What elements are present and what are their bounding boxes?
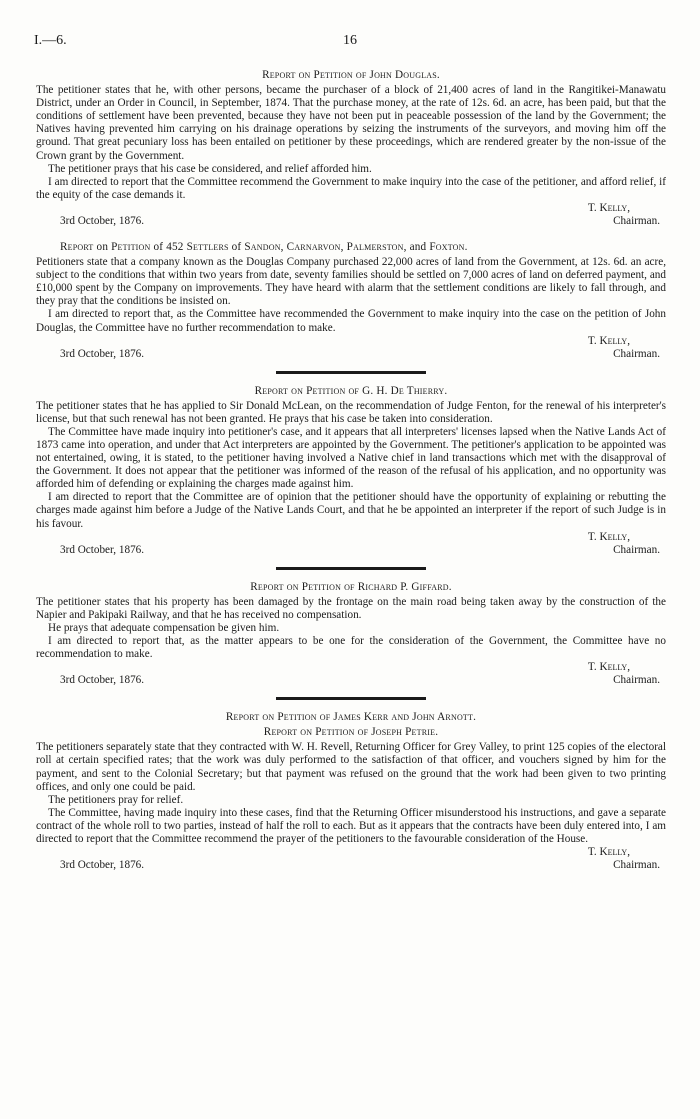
report-paragraph: The petitioners separately state that they contracted with W. H. Revell, Returning Officer for Grey Valley, to print 125 copies of the electoral roll at certain specified rates; that the work was duly performed to the satisfaction of that officer, and vouchers signed by him for the payment, and sent to the Colonial Secretary; but that payment was refused on the ground that the work had been given to two printing offices, and only one could be paid. [36,741,666,793]
signature-block [36,661,666,687]
page-number: 16 [343,33,357,48]
report-paragraph: The Committee, having made inquiry into these cases, find that the Returning Officer misunderstood his instructions, and gave a separate contract of the whole roll to two parties, instead of half the roll to each. But as it appears that the contracts have been duly entered into, I am directed to report that the Committee recommend the prayer of the petitioners to the favourable consideration of the House. [36,806,666,846]
report-date: 3rd October, 1876. [60,543,145,556]
report-john-douglas [36,69,666,228]
report-paragraph: The Committee have made inquiry into petitioner's case, and it appears that all interpreters' licenses lapsed when the Native Lands Act of 1873 came into operation, and under that Act interpreters are appointed by the Government. The petitioner's application to be appointed was not entertained, owing, it is stated, to the petitioner having involved a Native chief in land transactions which met with the disapproval of the Government. It does not appear that the petitioner was informed of the reason of the refusal of his application, and no opportunity was afforded him of defending or explaining the charges made against him. [36,425,666,491]
signatory-role: Chairman. [613,674,660,687]
page-header [34,34,666,52]
signatory-name: T. Kelly, [587,846,630,859]
signature-block [36,846,666,872]
document-reference: I.—6. [34,33,67,48]
page-content [36,69,666,872]
signature-block [36,531,666,557]
report-paragraph: The petitioner prays that his case be considered, and relief afforded him. [48,162,372,175]
report-date: 3rd October, 1876. [60,859,145,872]
signatory-role: Chairman. [613,347,660,360]
report-subtitle: Report on Petition of Joseph Petrie. [263,726,439,739]
signature-block [36,335,666,361]
report-paragraph: He prays that adequate compensation be given him. [48,621,280,634]
report-kerr-arnott-petrie [36,711,666,872]
report-paragraph: The petitioners pray for relief. [48,793,184,806]
report-title: Report on Petition of G. H. De Thierry. [254,384,448,397]
report-paragraph: The petitioner states that he has applied to Sir Donald McLean, on the recommendation of Judge Fenton, for the renewal of his interpreter's license, but that such renewal has not been granted. He prays that his case be taken into consideration. [36,399,666,425]
report-paragraph: The petitioner states that his property has been damaged by the frontage on the main road being taken away by the construction of the Napier and Pakipaki Railway, and that he has received no compensation. [36,595,666,621]
report-title: Report on Petition of 452 Settlers of Sandon, Carnarvon, Palmerston, and Foxton. [60,240,468,253]
signatory-name: T. Kelly, [587,201,630,214]
report-paragraph: I am directed to report that, as the matter appears to be one for the consideration of the Government, the Committee have no recommendation to make. [36,635,666,661]
report-date: 3rd October, 1876. [60,674,145,687]
report-date: 3rd October, 1876. [60,347,145,360]
section-divider [276,697,426,700]
report-paragraph: Petitioners state that a company known as the Douglas Company purchased 22,000 acres of land from the Government, at 12s. 6d. an acre, subject to the conditions that within two years from date, seventy families should be settled on 7,000 acres of land on deferred payment, and £10,000 spent by the Company on improvements. They have heard with alarm that the settlement conditions are likely to fall through, and they pray that the conditions be insisted on. [36,256,666,308]
signatory-name: T. Kelly, [587,334,630,347]
report-paragraph: I am directed to report that the Committee recommend the Government to make inquiry into the case of the petitioner, and afford relief, if the equity of the case demands it. [36,175,666,201]
report-title: Report on Petition of James Kerr and John Arnott. [225,711,477,724]
signature-block [36,202,666,228]
report-date: 3rd October, 1876. [60,214,145,227]
signatory-role: Chairman. [613,543,660,556]
report-giffard [36,581,666,688]
signatory-role: Chairman. [613,859,660,872]
section-divider [276,567,426,570]
signatory-role: Chairman. [613,214,660,227]
report-paragraph: I am directed to report that the Committee are of opinion that the petitioner should have the opportunity of explaining or rebutting the charges made against him before a Judge of the Native Lands Court, and that he be appointed an interpreter if the report of such Judge is in his favour. [36,491,666,530]
report-de-thierry [36,385,666,557]
report-title: Report on Petition of John Douglas. [262,69,440,81]
report-settlers [36,241,666,361]
report-paragraph: I am directed to report that, as the Committee have recommended the Government to make inquiry into the case on the petition of John Douglas, the Committee have no further recommendation to make. [36,308,666,334]
report-title: Report on Petition of Richard P. Giffard. [250,580,452,593]
section-divider [276,371,426,374]
signatory-name: T. Kelly, [587,661,630,674]
signatory-name: T. Kelly, [587,530,630,543]
report-paragraph: The petitioner states that he, with other persons, became the purchaser of a block of 21,400 acres of land in the Rangitikei-Manawatu District, under an Order in Council, in September, 1874. That the purchase money, at the rate of 12s. 6d. an acre, has been paid, but that the conditions of settlement have been prevented, because they have not been put in peaceable possession of the land by the Government; the Natives having prevented him carrying on his drainage operations by seizing the instruments of the surveyors, and moving him off the ground. That great pecuniary loss has been entailed on petitioner by these proceedings, which are rendered greater by the non-issue of the Crown grant by the Government. [36,84,666,162]
